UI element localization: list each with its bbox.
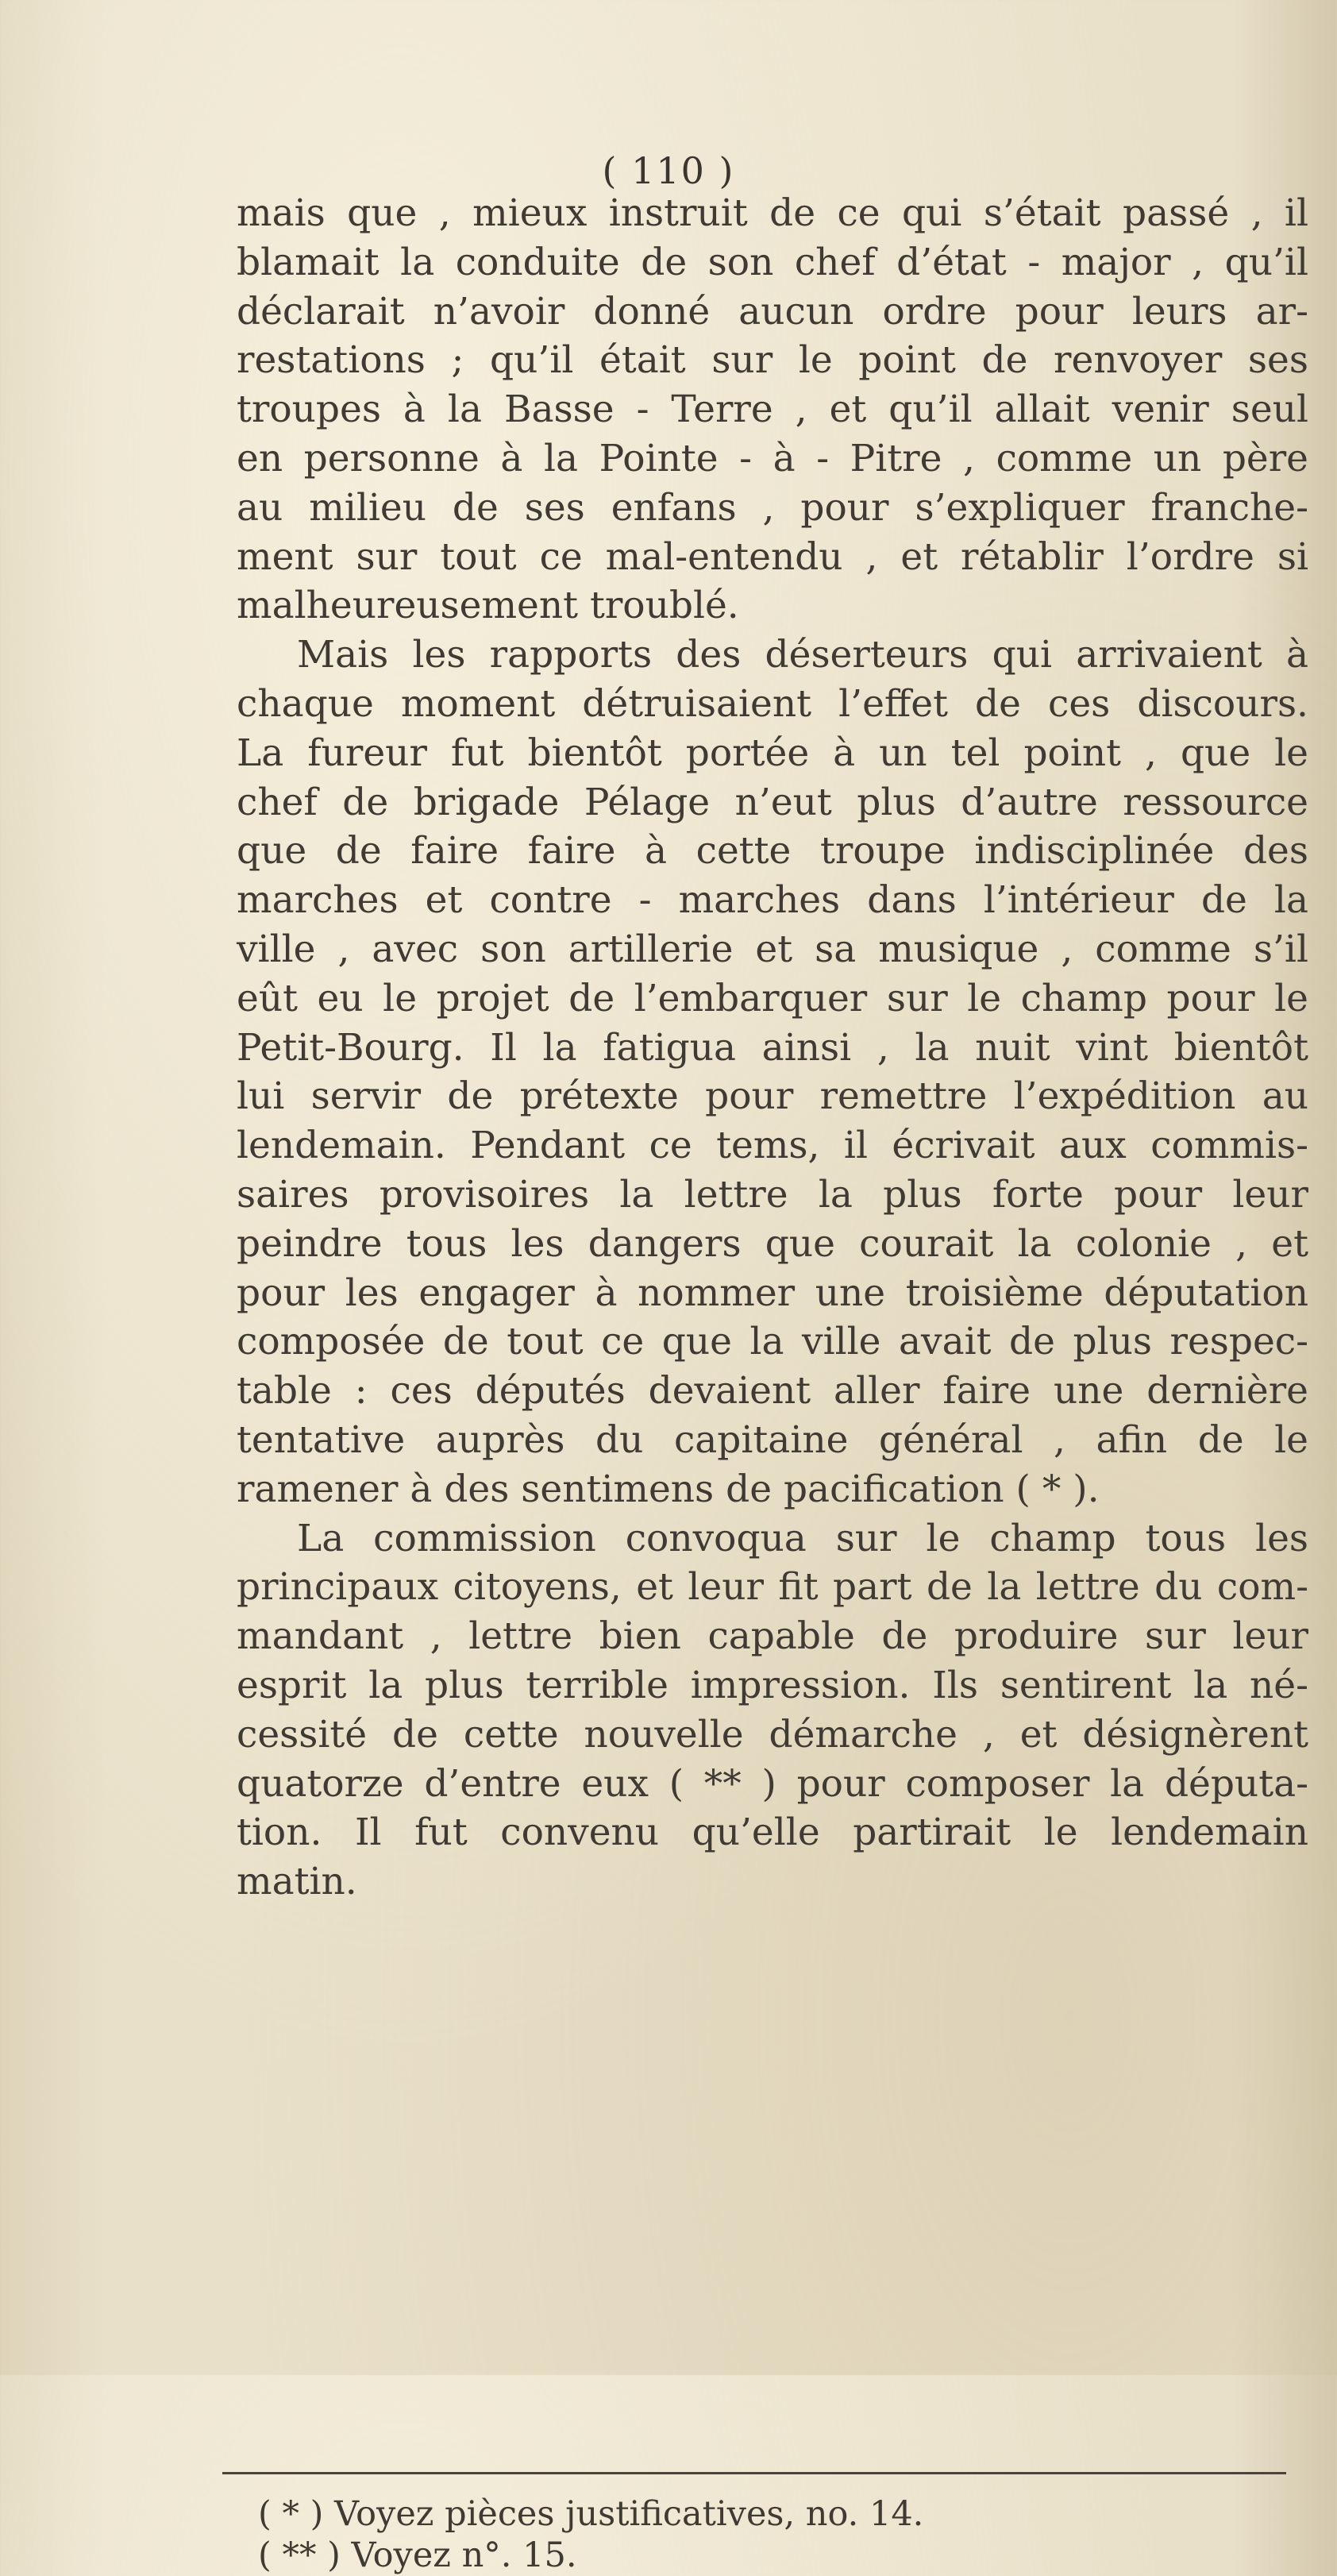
text-line: cessité de cette nouvelle démarche , et désignèrent xyxy=(237,1712,1308,1757)
text-line: blamait la conduite de son chef d’état - major , qu’il xyxy=(237,240,1308,284)
text-line: chef de brigade Pélage n’eut plus d’autre ressource xyxy=(237,780,1308,824)
page-number: ( 110 ) xyxy=(602,149,735,192)
text-line: table : ces députés devaient aller faire une dernière xyxy=(237,1369,1308,1413)
text-line: Mais les rapports des déserteurs qui arrivaient à xyxy=(297,633,1308,677)
text-line: principaux citoyens, et leur fit part de la lettre du com- xyxy=(237,1565,1308,1610)
text-line: restations ; qu’il était sur le point de renvoyer ses xyxy=(237,338,1308,383)
text-line: tentative auprès du capitaine général , afin de le xyxy=(237,1417,1308,1462)
text-line: matin. xyxy=(237,1860,357,1904)
text-line: peindre tous les dangers que courait la colonie , et xyxy=(237,1221,1308,1266)
text-line: ville , avec son artillerie et sa musique , comme s’il xyxy=(237,927,1308,971)
text-line: quatorze d’entre eux ( ** ) pour composer la députa- xyxy=(237,1761,1308,1806)
text-line: pour les engager à nommer une troisième députation xyxy=(237,1271,1308,1315)
footnote: ( ** ) Voyez n°. 15. xyxy=(258,2536,577,2575)
text-line: ramener à des sentimens de pacification ( * ). xyxy=(237,1467,1100,1511)
text-line: saires provisoires la lettre la plus forte pour leur xyxy=(237,1172,1308,1217)
text-line: lendemain. Pendant ce tems, il écrivait aux commis- xyxy=(237,1124,1308,1168)
footnote-divider xyxy=(222,2472,1286,2474)
text-line: composée de tout ce que la ville avait de plus respec- xyxy=(237,1320,1308,1364)
text-line: Petit-Bourg. Il la fatigua ainsi , la nuit vint bientôt xyxy=(237,1025,1308,1070)
text-line: mais que , mieux instruit de ce qui s’était passé , il xyxy=(237,191,1308,235)
text-line: marches et contre - marches dans l’intérieur de la xyxy=(237,878,1308,923)
text-line: en personne à la Pointe - à - Pitre , comme un père xyxy=(237,436,1308,480)
text-line: déclarait n’avoir donné aucun ordre pour leurs ar- xyxy=(237,289,1308,334)
footnote: ( * ) Voyez pièces justificatives, no. 14. xyxy=(258,2494,924,2534)
text-line: lui servir de prétexte pour remettre l’expédition au xyxy=(237,1074,1308,1119)
text-line: au milieu de ses enfans , pour s’expliquer franche- xyxy=(237,485,1308,530)
text-line: que de faire faire à cette troupe indisciplinée des xyxy=(237,829,1308,873)
text-line: eût eu le projet de l’embarquer sur le champ pour le xyxy=(237,976,1308,1020)
text-line: esprit la plus terrible impression. Ils sentirent la né- xyxy=(237,1663,1308,1707)
text-line: La fureur fut bientôt portée à un tel point , que le xyxy=(237,731,1308,775)
text-line: malheureusement troublé. xyxy=(237,584,739,628)
text-line: La commission convoqua sur le champ tous les xyxy=(297,1516,1308,1560)
text-line: troupes à la Basse - Terre , et qu’il allait venir seul xyxy=(237,388,1308,432)
text-line: chaque moment détruisaient l’effet de ces discours. xyxy=(237,681,1308,726)
footnotes xyxy=(258,2493,1290,2576)
body-text xyxy=(237,189,1308,1907)
text-line: ment sur tout ce mal-entendu , et rétablir l’ordre si xyxy=(237,534,1308,579)
text-line: mandant , lettre bien capable de produire sur leur xyxy=(237,1614,1308,1659)
text-line: tion. Il fut convenu qu’elle partirait le lendemain xyxy=(237,1811,1308,1855)
